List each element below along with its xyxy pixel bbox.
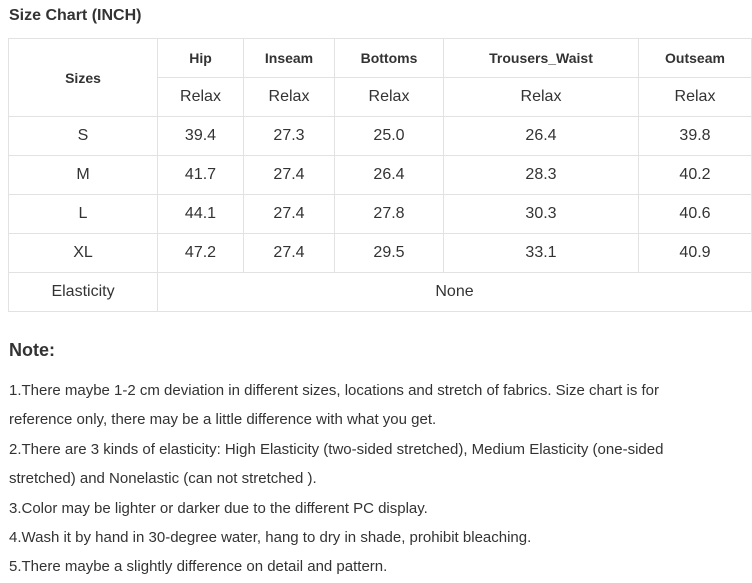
value-cell: 27.4	[244, 156, 335, 195]
size-cell: S	[9, 117, 158, 156]
column-header-outseam: Outseam	[639, 39, 752, 78]
value-cell: 26.4	[335, 156, 444, 195]
value-cell: 40.9	[639, 234, 752, 273]
value-cell: 25.0	[335, 117, 444, 156]
value-cell: 29.5	[335, 234, 444, 273]
note-item: 3.Color may be lighter or darker due to the different PC display.	[9, 499, 428, 517]
value-cell: 41.7	[158, 156, 244, 195]
size-chart-title: Size Chart (INCH)	[9, 7, 142, 24]
value-cell: 44.1	[158, 195, 244, 234]
note-item: 4.Wash it by hand in 30-degree water, hang to dry in shade, prohibit bleaching.	[9, 529, 532, 547]
note-title: Note:	[9, 340, 55, 360]
fit-cell: Relax	[244, 78, 335, 117]
value-cell: 28.3	[444, 156, 639, 195]
table-header-row	[9, 39, 752, 78]
value-cell: 39.8	[639, 117, 752, 156]
note-list	[9, 376, 679, 582]
fit-cell: Relax	[639, 78, 752, 117]
table-row	[9, 195, 752, 234]
elasticity-row	[9, 273, 752, 312]
note-item: 2.There are 3 kinds of elasticity: High Elasticity (two-sided stretched), Medium Elasticity (one-sided stretched) and Nonelastic (can not stretched ).	[9, 440, 664, 488]
value-cell: 26.4	[444, 117, 639, 156]
value-cell: 33.1	[444, 234, 639, 273]
column-header-inseam: Inseam	[244, 39, 335, 78]
table-row	[9, 156, 752, 195]
fit-cell: Relax	[444, 78, 639, 117]
sizes-header-cell: Sizes	[9, 39, 158, 117]
column-header-bottoms: Bottoms	[335, 39, 444, 78]
table-row	[9, 117, 752, 156]
table-row	[9, 234, 752, 273]
value-cell: 39.4	[158, 117, 244, 156]
column-header-hip: Hip	[158, 39, 244, 78]
value-cell: 27.4	[244, 234, 335, 273]
elasticity-value: None	[158, 273, 752, 312]
value-cell: 30.3	[444, 195, 639, 234]
value-cell: 27.4	[244, 195, 335, 234]
elasticity-label: Elasticity	[9, 273, 158, 312]
value-cell: 47.2	[158, 234, 244, 273]
value-cell: 27.8	[335, 195, 444, 234]
fit-cell: Relax	[158, 78, 244, 117]
size-cell: L	[9, 195, 158, 234]
fit-cell: Relax	[335, 78, 444, 117]
note-item: 5.There maybe a slightly difference on detail and pattern.	[9, 558, 388, 576]
size-chart-table	[8, 38, 752, 312]
value-cell: 27.3	[244, 117, 335, 156]
note-item: 1.There maybe 1-2 cm deviation in different sizes, locations and stretch of fabrics. Size chart is for reference only, there may be a little difference with what you get.	[9, 382, 660, 429]
column-header-trousers-waist: Trousers_Waist	[444, 39, 639, 78]
size-cell: XL	[9, 234, 158, 273]
value-cell: 40.2	[639, 156, 752, 195]
value-cell: 40.6	[639, 195, 752, 234]
size-cell: M	[9, 156, 158, 195]
